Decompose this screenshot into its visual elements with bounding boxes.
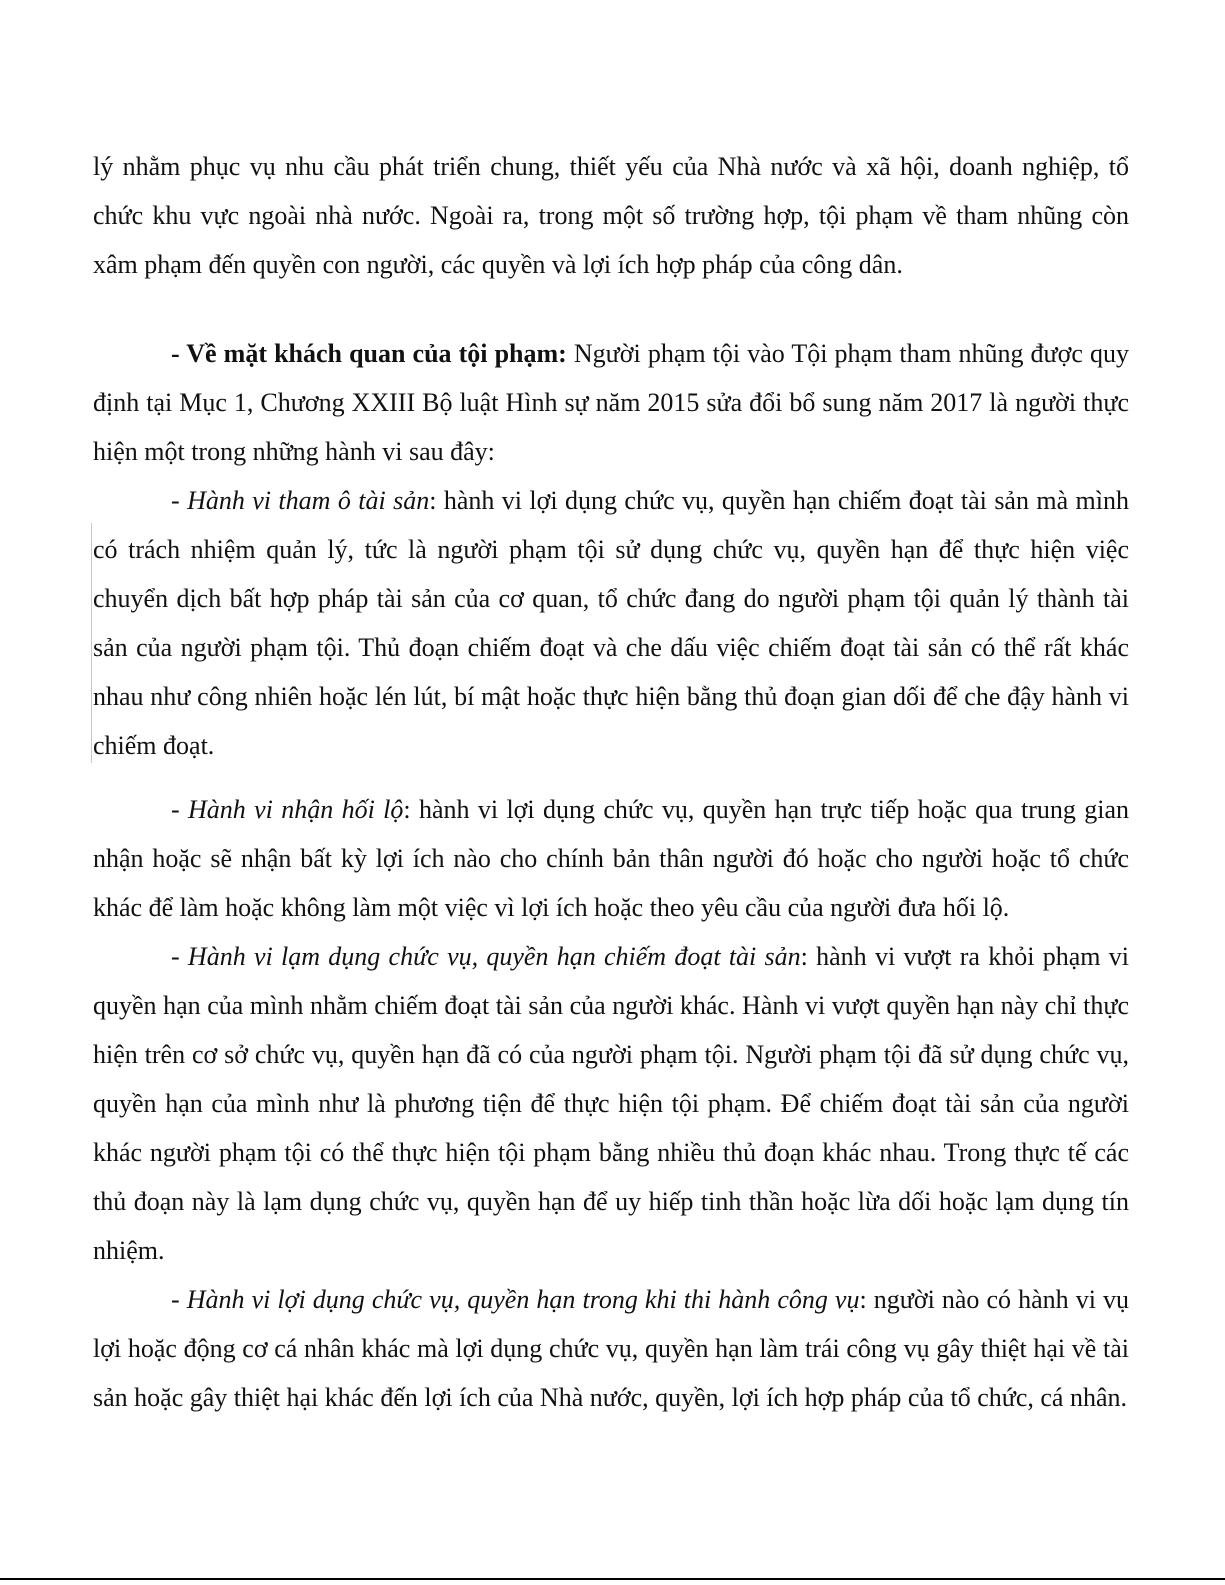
page-bottom-rule — [0, 1578, 1225, 1580]
paragraph-text: Người phạm tội vào Tội phạm tham nhũng được quy định tại Mục 1, Chương XXIII Bộ luật Hình sự năm 2015 sửa đổi bổ sung năm 2017 là người thực hiện một trong những hành vi sau đây: — [93, 339, 1129, 466]
term-label: - Hành vi nhận hối lộ — [171, 795, 404, 824]
paragraph-abuse-of-power — [93, 932, 1129, 1275]
section-heading: - Về mặt khách quan của tội phạm: — [171, 339, 567, 368]
paragraph-text: lý nhằm phục vụ nhu cầu phát triển chung, thiết yếu của Nhà nước và xã hội, doanh nghiệp, tổ chức khu vực ngoài nhà nước. Ngoài ra, trong một số trường hợp, tội phạm về tham nhũng còn xâm phạm đến quyền con người, các quyền và lợi ích hợp pháp của công dân. — [93, 152, 1129, 279]
paragraph-bribery — [93, 785, 1129, 932]
term-label: - Hành vi tham ô tài sản — [171, 486, 430, 515]
margin-change-bar — [91, 523, 92, 763]
paragraph-text: : hành vi vượt ra khỏi phạm vi quyền hạn của mình nhằm chiếm đoạt tài sản của người khác. Hành vi vượt quyền hạn này chỉ thực hiện trên cơ sở chức vụ, quyền hạn đã có của người phạm tội. Người phạm tội đã sử dụng chức vụ, quyền hạn của mình như là phương tiện để thực hiện tội phạm. Để chiếm đoạt tài sản của người khác người phạm tội có thể thực hiện tội phạm bằng nhiều thủ đoạn khác nhau. Trong thực tế các thủ đoạn này là lạm dụng chức vụ, quyền hạn để uy hiếp tinh thần hoặc lừa dối hoặc lạm dụng tín nhiệm. — [93, 942, 1129, 1265]
paragraph-continuation — [93, 142, 1129, 289]
paragraph-text: : người nào có hành vi vụ lợi hoặc động cơ cá nhân khác mà lợi dụng chức vụ, quyền hạn làm trái công vụ gây thiệt hại về tài sản hoặc gây thiệt hại khác đến lợi ích của Nhà nước, quyền, lợi ích hợp pháp của tổ chức, cá nhân. — [93, 1285, 1129, 1412]
paragraph-objective-aspect — [93, 329, 1129, 476]
paragraph-text: : hành vi lợi dụng chức vụ, quyền hạn chiếm đoạt tài sản mà mình có trách nhiệm quản lý, tức là người phạm tội sử dụng chức vụ, quyền hạn để thực hiện việc chuyển dịch bất hợp pháp tài sản của cơ quan, tổ chức đang do người phạm tội quản lý thành tài sản của người phạm tội. Thủ đoạn chiếm đoạt và che dấu việc chiếm đoạt tài sản có thể rất khác nhau như công nhiên hoặc lén lút, bí mật hoặc thực hiện bằng thủ đoạn gian dối để che đậy hành vi chiếm đoạt. — [93, 486, 1130, 760]
paragraph-misuse-in-duty — [93, 1275, 1129, 1422]
paragraph-embezzlement — [93, 476, 1129, 770]
term-label: - Hành vi lạm dụng chức vụ, quyền hạn chiếm đoạt tài sản — [171, 942, 801, 971]
paragraph-text: : hành vi lợi dụng chức vụ, quyền hạn trực tiếp hoặc qua trung gian nhận hoặc sẽ nhận bất kỳ lợi ích nào cho chính bản thân người đó hoặc cho người hoặc tổ chức khác để làm hoặc không làm một việc vì lợi ích hoặc theo yêu cầu của người đưa hối lộ. — [93, 795, 1130, 922]
term-label: - Hành vi lợi dụng chức vụ, quyền hạn trong khi thi hành công vụ — [171, 1285, 860, 1314]
document-body — [93, 142, 1129, 1422]
